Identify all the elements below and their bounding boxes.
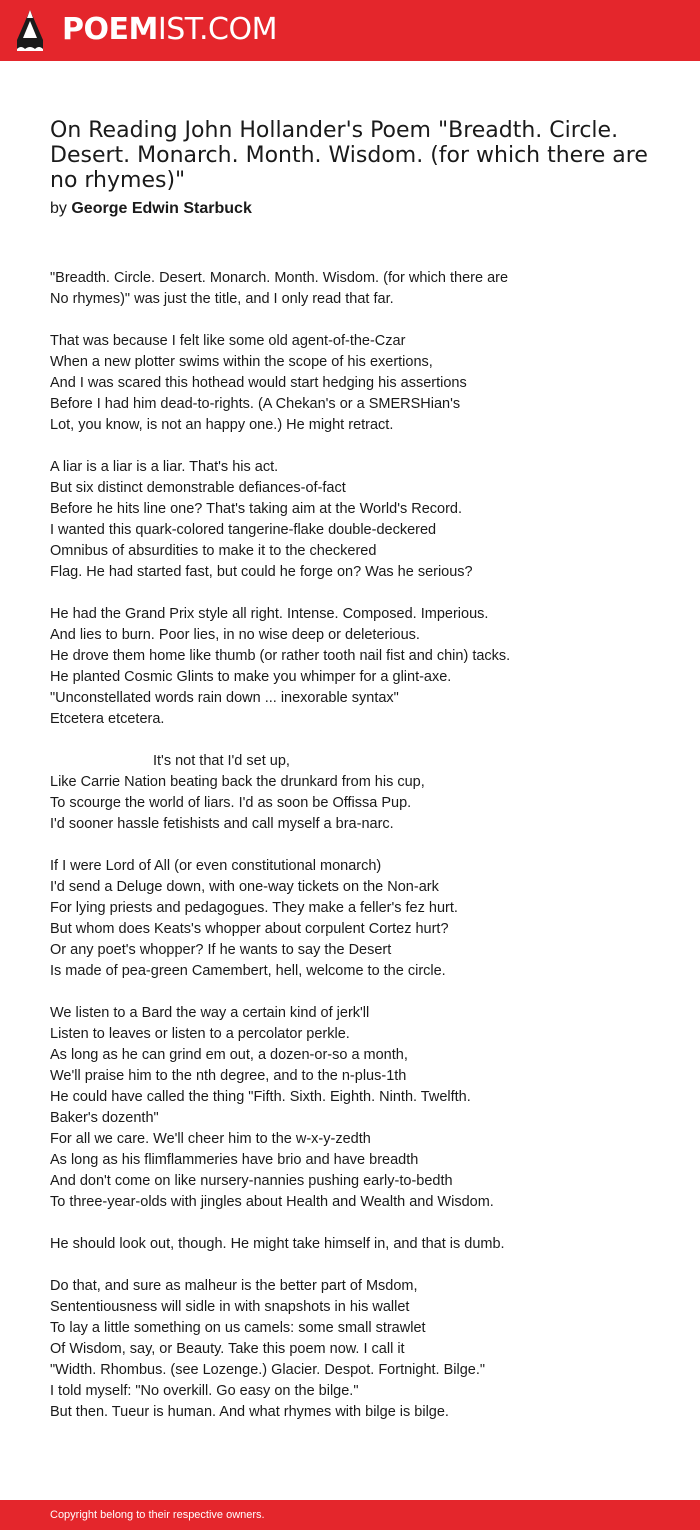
stanza (50, 856, 670, 982)
poem-line: We'll praise him to the nth degree, and to the n-plus-1th (50, 1068, 407, 1084)
author-name[interactable]: George Edwin Starbuck (71, 200, 252, 217)
stanza (50, 604, 670, 730)
stanza (50, 331, 670, 436)
poem-line: That was because I felt like some old agent-of-the-Czar (50, 333, 406, 349)
poem-line: No rhymes)" was just the title, and I only read that far. (50, 291, 394, 307)
poem-line: I told myself: "No overkill. Go easy on the bilge." (50, 1383, 359, 1399)
poem-line: We listen to a Bard the way a certain kind of jerk'll (50, 1005, 370, 1021)
poem-line: He drove them home like thumb (or rather tooth nail fist and chin) tacks. (50, 648, 511, 664)
site-logo[interactable] (62, 11, 277, 49)
poem-line: He had the Grand Prix style all right. Intense. Composed. Imperious. (50, 606, 489, 622)
poem-line: I'd send a Deluge down, with one-way tickets on the Non-ark (50, 879, 439, 895)
site-footer (0, 1500, 700, 1530)
poem-line: When a new plotter swims within the scope of his exertions, (50, 354, 433, 370)
poem-line: "Width. Rhombus. (see Lozenge.) Glacier. Despot. Fortnight. Bilge." (50, 1362, 486, 1378)
poem-line: Lot, you know, is not an happy one.) He might retract. (50, 417, 394, 433)
poem-body (50, 268, 670, 1444)
poem-line: I wanted this quark-colored tangerine-flake double-deckered (50, 522, 437, 538)
site-header (0, 0, 700, 61)
poem-line: But whom does Keats's whopper about corpulent Cortez hurt? (50, 921, 449, 937)
poem-line: Before he hits line one? That's taking aim at the World's Record. (50, 501, 463, 517)
poem-title: On Reading John Hollander's Poem "Breadth. Circle. Desert. Monarch. Month. Wisdom. (for which there are no rhymes)" (50, 118, 648, 193)
poem-line: As long as his flimflammeries have brio and have breadth (50, 1152, 419, 1168)
poem-line: To lay a little something on us camels: some small strawlet (50, 1320, 426, 1336)
poem-line: For all we care. We'll cheer him to the w-x-y-zedth (50, 1131, 371, 1147)
stanza (50, 1234, 670, 1255)
poem-line: "Breadth. Circle. Desert. Monarch. Month. Wisdom. (for which there are (50, 270, 509, 286)
stanza (50, 1276, 670, 1423)
poem-line: To scourge the world of liars. I'd as soon be Offissa Pup. (50, 795, 412, 811)
poem-line: Like Carrie Nation beating back the drunkard from his cup, (50, 774, 425, 790)
poem-line: As long as he can grind em out, a dozen-or-so a month, (50, 1047, 408, 1063)
poem-line: "Unconstellated words rain down ... inexorable syntax" (50, 690, 399, 706)
stanza (50, 1003, 670, 1213)
poem-line: It's not that I'd set up, (153, 753, 290, 769)
poem-line: Do that, and sure as malheur is the better part of Msdom, (50, 1278, 418, 1294)
poem-line: For lying priests and pedagogues. They make a feller's fez hurt. (50, 900, 458, 916)
pencil-icon[interactable] (16, 9, 44, 53)
poem-line: Or any poet's whopper? If he wants to say the Desert (50, 942, 392, 958)
logo-brand-bold: POEM (62, 12, 158, 47)
poem-line: Is made of pea-green Camembert, hell, welcome to the circle. (50, 963, 446, 979)
stanza (50, 751, 670, 835)
byline (50, 198, 252, 220)
poem-line: To three-year-olds with jingles about Health and Wealth and Wisdom. (50, 1194, 494, 1210)
poem-line: A liar is a liar is a liar. That's his act. (50, 459, 279, 475)
poem-line: Baker's dozenth" (50, 1110, 159, 1126)
poem-line: And lies to burn. Poor lies, in no wise deep or deleterious. (50, 627, 420, 643)
poem-line: But six distinct demonstrable defiances-of-fact (50, 480, 346, 496)
poem-line: Listen to leaves or listen to a percolator perkle. (50, 1026, 350, 1042)
stanza (50, 457, 670, 583)
poem-line: He planted Cosmic Glints to make you whimper for a glint-axe. (50, 669, 452, 685)
poem-line: I'd sooner hassle fetishists and call myself a bra-narc. (50, 816, 394, 832)
poem-line: Of Wisdom, say, or Beauty. Take this poem now. I call it (50, 1341, 405, 1357)
poem-line: Flag. He had started fast, but could he forge on? Was he serious? (50, 564, 473, 580)
poem-line: And I was scared this hothead would start hedging his assertions (50, 375, 467, 391)
logo-brand-light: IST.COM (157, 12, 277, 47)
poem-line: Sententiousness will sidle in with snapshots in his wallet (50, 1299, 410, 1315)
poem-line: He could have called the thing "Fifth. Sixth. Eighth. Ninth. Twelfth. (50, 1089, 471, 1105)
stanza (50, 268, 670, 310)
poem-line: But then. Tueur is human. And what rhymes with bilge is bilge. (50, 1404, 449, 1420)
poem-line: Etcetera etcetera. (50, 711, 165, 727)
poem-line: Omnibus of absurdities to make it to the checkered (50, 543, 377, 559)
poem-line: If I were Lord of All (or even constitutional monarch) (50, 858, 382, 874)
poem-line: And don't come on like nursery-nannies pushing early-to-bedth (50, 1173, 453, 1189)
poem-line: Before I had him dead-to-rights. (A Chekan's or a SMERSHian's (50, 396, 461, 412)
by-label: by (50, 200, 67, 217)
poem-line: He should look out, though. He might take himself in, and that is dumb. (50, 1236, 505, 1252)
copyright-notice: Copyright belong to their respective owners. (50, 1509, 265, 1521)
